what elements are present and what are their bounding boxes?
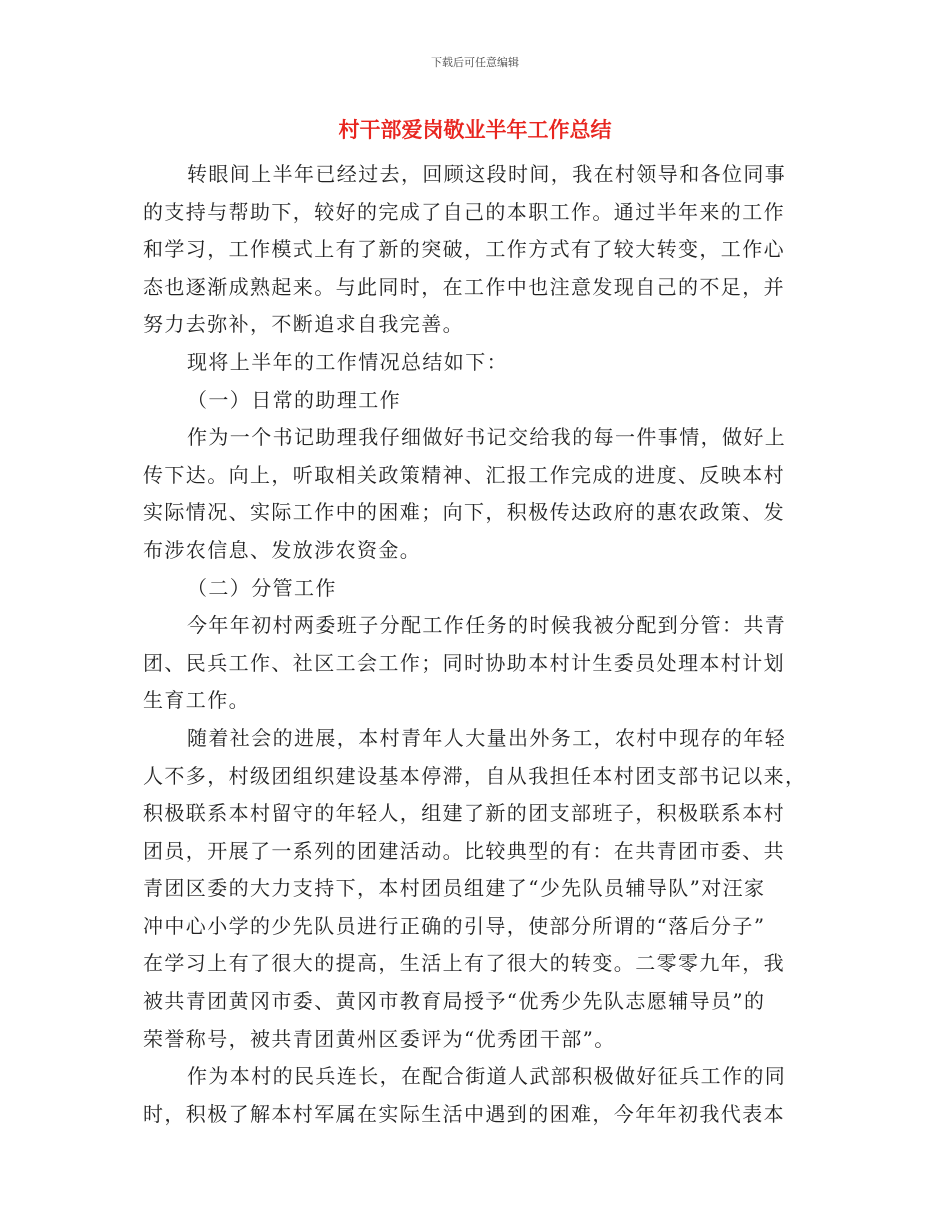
text-line: 作为一个书记助理我仔细做好书记交给我的每一件事情，做好上 <box>187 425 787 450</box>
text-line: 时，积极了解本村军属在实际生活中遇到的困难，今年年初我代表本 <box>143 1101 785 1126</box>
header-note: 下载后可任意编辑 <box>431 56 519 69</box>
text-line: 作为本村的民兵连长，在配合街道人武部积极做好征兵工作的同 <box>187 1064 787 1089</box>
text-line: 团、民兵工作、社区工会工作；同时协助本村计生委员处理本村计划 <box>143 650 785 675</box>
text-line: 积极联系本村留守的年轻人，组建了新的团支部班子，积极联系本村 <box>143 801 785 826</box>
text-line: 冲中心小学的少先队员进行正确的引导，使部分所谓的“落后分子” <box>143 913 766 938</box>
text-line: 和学习，工作模式上有了新的突破，工作方式有了较大转变，工作心 <box>143 237 785 262</box>
document-body <box>143 156 807 1133</box>
section-heading: （二）分管工作 <box>187 575 337 600</box>
text-line: 青团区委的大力支持下，本村团员组建了“少先队员辅导队”对汪家 <box>143 876 766 901</box>
text-line: 转眼间上半年已经过去，回顾这段时间，我在村领导和各位同事 <box>187 162 787 186</box>
text-line: 荣誉称号，被共青团黄州区委评为“优秀团干部”。 <box>143 1026 616 1051</box>
document-title: 村干部爱岗敬业半年工作总结 <box>338 118 612 142</box>
text-line: 的支持与帮助下，较好的完成了自己的本职工作。通过半年来的工作 <box>143 199 785 224</box>
text-line: 努力去弥补，不断追求自我完善。 <box>143 312 464 337</box>
text-line: 现将上半年的工作情况总结如下： <box>187 349 508 374</box>
text-line: 生育工作。 <box>143 688 250 713</box>
text-line: 实际情况、实际工作中的困难；向下，积极传达政府的惠农政策、发 <box>143 500 785 525</box>
text-line: 团员，开展了一系列的团建活动。比较典型的有：在共青团市委、共 <box>143 838 785 863</box>
text-line: 布涉农信息、发放涉农资金。 <box>143 537 422 562</box>
text-line: 传下达。向上，听取相关政策精神、汇报工作完成的进度、反映本村 <box>143 462 785 487</box>
text-line: 被共青团黄冈市委、黄冈市教育局授予“优秀少先队志愿辅导员”的 <box>143 989 766 1014</box>
text-line: 态也逐渐成熟起来。与此同时，在工作中也注意发现自己的不足，并 <box>143 274 785 299</box>
section-heading: （一）日常的助理工作 <box>187 387 401 412</box>
text-line: 在学习上有了很大的提高，生活上有了很大的转变。二零零九年，我 <box>143 951 785 976</box>
text-line: 今年年初村两委班子分配工作任务的时候我被分配到分管：共青 <box>187 613 787 638</box>
text-line: 随着社会的进展，本村青年人大量出外务工，农村中现存的年轻 <box>187 725 787 750</box>
text-line: 人不多，村级团组织建设基本停滞，自从我担任本村团支部书记以来， <box>143 763 807 788</box>
